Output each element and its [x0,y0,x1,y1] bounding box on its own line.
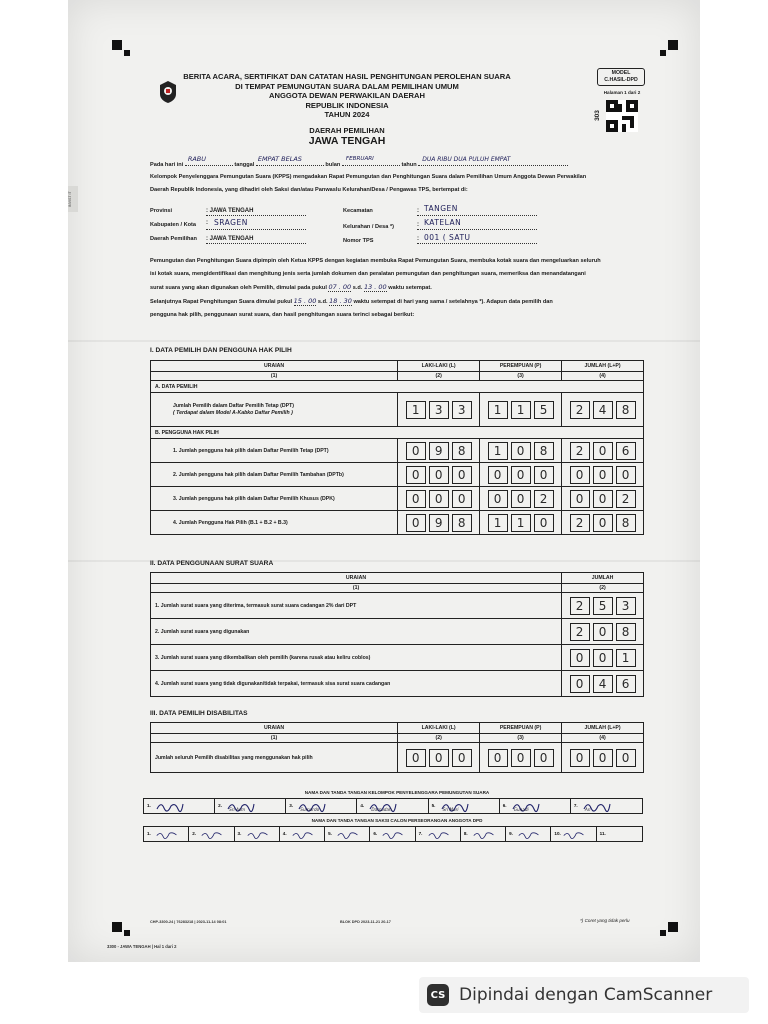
section-b-title: B. PENGGUNA HAK PILIH [151,427,644,439]
digit-box[interactable]: 8 [452,514,472,532]
digit-boxes [562,442,643,460]
tps-value: 001 ( SATU [424,233,471,242]
digit-box[interactable]: 8 [616,401,636,419]
signature-name: Darsudah [371,807,392,812]
digit-box[interactable]: 0 [570,749,590,767]
signature-cell[interactable] [357,799,428,813]
signature-number: 8. [463,831,468,836]
signature-cell[interactable] [416,827,461,841]
digit-box[interactable]: 2 [570,623,590,641]
digit-box[interactable]: 6 [616,675,636,693]
signature-number: 1. [147,831,151,836]
table-row: 4. Jumlah Pengguna Hak Pilih (B.1 + B.2 + B.3) 0 9 8 1 1 0 2 0 8 [151,511,644,535]
digit-box[interactable]: 2 [570,597,590,615]
signature-cell[interactable] [189,827,234,841]
provinsi-value: : JAWA TENGAH [206,208,254,214]
digit-box[interactable]: 1 [488,514,508,532]
signature-scribble-icon [156,800,184,813]
handwritten-day: RABU [187,155,207,163]
signature-cell[interactable] [551,827,596,841]
digit-box[interactable]: 0 [511,490,531,508]
digit-box[interactable]: 0 [593,442,613,460]
registration-mark [668,922,678,932]
signature-cell[interactable] [144,827,189,841]
digit-box[interactable]: 0 [593,749,613,767]
signature-scribble-icon [382,828,404,841]
signature-name: Sri Mari [442,807,459,812]
qr-code-icon [606,100,638,132]
signature-number: 3. [289,803,294,808]
handwritten-date: EMPAT BELAS [257,155,302,163]
dapil-value: : JAWA TENGAH [206,236,254,242]
kecamatan-label: Kecamatan [343,208,373,214]
digit-box[interactable]: 2 [570,514,590,532]
digit-boxes [562,466,643,484]
digit-box[interactable]: 0 [429,490,449,508]
digit-box[interactable]: 0 [488,466,508,484]
signature-scribble-icon [292,828,314,841]
tps-label: Nomor TPS [343,238,374,244]
digit-box[interactable]: 0 [593,490,613,508]
table-row: 2. Jumlah surat suara yang digunakan 2 0 8 [151,619,644,645]
digit-box[interactable]: 3 [452,401,472,419]
digit-box[interactable]: 3 [616,597,636,615]
signature-number: 6. [373,831,378,836]
digit-box[interactable]: 0 [406,466,426,484]
digit-box[interactable]: 8 [452,442,472,460]
signature-cell[interactable] [325,827,370,841]
footer-block-code: BLOK DPD 2023-11-21 20-17 [340,920,391,924]
signature-cell[interactable] [144,799,215,813]
section-1-title: I. DATA PEMILIH DAN PENGGUNA HAK PILIH [150,347,292,354]
handwritten-end-time: 13 . 00 [363,283,387,291]
kabupaten-value: SRAGEN [214,218,248,227]
camscanner-watermark [419,977,749,1013]
camscanner-logo-icon: CS [427,984,449,1006]
signature-scribble-icon [156,828,178,841]
digit-box[interactable]: 0 [488,490,508,508]
digit-box[interactable]: 5 [593,597,613,615]
camscanner-text: Dipindai dengan CamScanner [459,985,713,1005]
document-title: BERITA ACARA, SERTIFIKAT DAN CATATAN HASIL PENGHITUNGAN PEROLEHAN SUARA DI TEMPAT PEMUNGUTAN SUARA DALAM PEMILIHAN UMUM ANGGOTA DEWAN PERWAKILAN DAERAH REPUBLIK INDONESIA TAHUN 2024 [183,72,511,120]
signature-number: 2. [218,803,222,808]
digit-box[interactable]: 0 [534,749,554,767]
provinsi-label: Provinsi [150,208,173,214]
signature-number: 5. [431,803,436,808]
section-1-table: URAIAN LAKI-LAKI (L) PEREMPUAN (P) JUMLAH (L+P) (1) (2) (3) (4) A. DATA PEMILIH Jumlah Pemilih dalam Daftar Pemilih Tetap (DPT) ( Terdapat dalam Model A-Kabko Daftar Pemilih ) 1 3 3 1 1 5 2 4 8 B. PENGGUNA HAK PILIH 1. Jumlah pengguna hak pilih dalam Daftar Pemilih Tetap (DPT) 0 9 8 1 0 8 2 0 6 2. Jumlah pengguna hak pilih dalam Daftar Pemilih Tambahan (DPTb) 0 0 0 0 0 0 0 0 0 3. Jumlah pengguna hak pilih dalam Daftar Pemilih Khusus (DPK) 0 0 0 0 0 2 0 0 2 4. Jumlah Pengguna Hak Pilih (B.1 + B.2 + B.3) 0 9 8 1 1 0 2 0 8 [150,360,644,535]
digit-box[interactable]: 0 [406,749,426,767]
digit-box[interactable]: 1 [511,401,531,419]
digit-box[interactable]: 0 [593,514,613,532]
table-row: 4. Jumlah surat suara yang tidak digunakan/tidak terpakai, termasuk sisa surat suara cadangan 0 4 6 [151,671,644,697]
digit-boxes [398,401,479,419]
digit-box[interactable]: 0 [593,466,613,484]
signature-cell[interactable] [571,799,642,813]
signature-scribble-icon [518,828,540,841]
digit-boxes [480,466,561,484]
digit-box[interactable]: 0 [429,466,449,484]
digit-box[interactable]: 0 [452,749,472,767]
table-row: 2. Jumlah pengguna hak pilih dalam Daftar Pemilih Tambahan (DPTb) 0 0 0 0 0 0 0 0 0 [151,463,644,487]
opening-paragraph: Kelompok Penyelenggara Pemungutan Suara (KPPS) mengadakan Rapat Pemungutan dan Penghitungan Suara dalam Pemilihan Umum Anggota Dewan Perwakilan Daerah Republik Indonesia, yang dihadiri oleh Saksi dan/atau Panwaslu Kelurahan/Desa / Pengawas TPS, bertempat di: [150,174,587,193]
digit-box[interactable]: 0 [429,749,449,767]
paper-fold [68,340,700,342]
digit-boxes [562,597,643,615]
signature-number: 9. [509,831,513,836]
signature-cell[interactable] [286,799,357,813]
table-row: 3. Jumlah surat suara yang dikembalikan oleh pemilih (karena rusak atau keliru coblos) 0 0 1 [151,645,644,671]
handwritten-start-time: 07 . 00 [328,283,352,291]
digit-boxes [562,401,643,419]
digit-boxes [562,490,643,508]
digit-box[interactable]: 0 [593,623,613,641]
handwritten-month: FEBRUARI [345,156,374,162]
form-code: 303 [593,110,601,121]
signature-number: 2. [192,831,197,836]
table-row: Jumlah seluruh Pemilih disabilitas yang menggunakan hak pilih 0 0 0 0 0 0 0 0 0 [151,743,644,773]
handwritten-year: DUA RIBU DUA PULUH EMPAT [422,156,511,163]
digit-box[interactable]: 2 [570,442,590,460]
signature-scribble-icon [337,828,359,841]
kelurahan-label: Kelurahan / Desa *) [343,224,394,230]
digit-box[interactable]: 0 [406,514,426,532]
digit-boxes [398,749,479,767]
digit-boxes [398,490,479,508]
kelurahan-value: KATELAN [424,218,462,227]
digit-box[interactable]: 9 [429,514,449,532]
saksi-signature-heading: NAMA DAN TANDA TANGAN SAKSI CALON PERSEORANGAN ANGGOTA DPD [311,818,483,823]
dapil-label: Daerah Pemilihan [150,236,197,242]
digit-box[interactable]: 9 [429,442,449,460]
signature-number: 3. [237,831,242,836]
digit-box[interactable]: 8 [534,442,554,460]
signature-name: Sri Asm [229,807,246,812]
digit-boxes [480,514,561,532]
digit-box[interactable]: 0 [570,675,590,693]
registration-mark [124,50,130,56]
digit-box[interactable]: 1 [511,514,531,532]
section-3-table: URAIAN LAKI-LAKI (L) PEREMPUAN (P) JUMLAH (L+P) (1) (2) (3) (4) Jumlah seluruh Pemilih disabilitas yang menggunakan hak pilih 0 0 0 0 0 0 0 0 0 [150,722,644,773]
registration-mark [112,922,122,932]
digit-box[interactable]: 0 [511,442,531,460]
page-indicator: Halaman 1 dari 2 [603,90,641,95]
signature-cell[interactable] [429,799,500,813]
signature-number: 6. [502,803,507,808]
region-heading: DAERAH PEMILIHAN JAWA TENGAH [308,126,386,147]
kabupaten-label: Kabupaten / Kota [150,222,196,228]
table-row: 3. Jumlah pengguna hak pilih dalam Daftar Pemilih Khusus (DPK) 0 0 0 0 0 2 0 0 2 [151,487,644,511]
signature-scribble-icon [247,828,269,841]
digit-box[interactable]: 8 [616,514,636,532]
section-a-title: A. DATA PEMILIH [151,381,644,393]
kecamatan-value: TANGEN [424,204,458,213]
footer-code: CHP-3300-24 | 76283218 | 2023-11-14 08:01 [150,920,227,924]
signature-name: Ari [584,807,591,812]
section-2-table: URAIAN JUMLAH (1) (2) 1. Jumlah surat suara yang diterima, termasuk surat suara cadangan 2% dari DPT 2 5 3 2. Jumlah surat suara yang digunakan 2 0 8 3. Jumlah surat suara yang dikembalikan oleh pemilih (karena rusak atau keliru coblos) 0 0 1 4. Jumlah surat suara yang tidak digunakan/tidak terpakai, termasuk sisa surat suara cadangan 0 4 6 [150,572,644,697]
digit-box[interactable]: 0 [406,490,426,508]
digit-box[interactable]: 3 [429,401,449,419]
signature-cell[interactable] [215,799,286,813]
digit-box[interactable]: 2 [616,490,636,508]
digit-boxes [398,514,479,532]
digit-box[interactable]: 0 [534,514,554,532]
table-row: 1. Jumlah pengguna hak pilih dalam Daftar Pemilih Tetap (DPT) 0 9 8 1 0 8 2 0 6 [151,439,644,463]
digit-boxes [480,490,561,508]
registration-mark [124,930,130,936]
digit-box[interactable]: 5 [534,401,554,419]
signature-cell[interactable] [235,827,280,841]
signature-number: 7. [418,831,423,836]
digit-box[interactable]: 0 [534,466,554,484]
registration-mark [112,40,122,50]
digit-box[interactable]: 0 [511,749,531,767]
signature-cell[interactable] [500,799,571,813]
side-tab: INVIST IT [68,186,78,212]
footer-note: *) Coret yang tidak perlu [580,918,630,923]
digit-box[interactable]: 0 [616,466,636,484]
section-2-title: II. DATA PENGGUNAAN SURAT SUARA [150,560,274,567]
digit-box[interactable]: 1 [406,401,426,419]
signature-number: 10. [554,831,561,836]
handwritten-count-end: 18 . 30 [329,297,352,305]
digit-box[interactable]: 4 [593,675,613,693]
signature-cell[interactable] [461,827,506,841]
handwritten-count-start: 15 . 00 [293,297,317,305]
signature-cell[interactable] [280,827,325,841]
digit-boxes [562,675,643,693]
signature-number: 7. [573,803,578,808]
digit-boxes [480,401,561,419]
opening-line: Pada hari ini RABU tanggal EMPAT BELAS bulan FEBRUARI tahun DUA RIBU DUA PULUH EMPAT [150,160,650,169]
registration-mark [660,50,666,56]
signature-number: 5. [328,831,332,836]
digit-box[interactable]: 0 [570,490,590,508]
digit-boxes [562,623,643,641]
digit-box[interactable]: 2 [570,401,590,419]
signature-name: Sumardo [300,807,320,812]
signature-scribble-icon [201,828,223,841]
digit-box[interactable]: 8 [616,623,636,641]
digit-box[interactable]: 0 [616,749,636,767]
saksi-signature-row [143,826,643,842]
digit-boxes [398,466,479,484]
digit-boxes [480,442,561,460]
registration-mark [660,930,666,936]
digit-box[interactable]: 0 [406,442,426,460]
kpps-signature-heading: NAMA DAN TANDA TANGAN KELOMPOK PENYELENGGARA PEMUNGUTAN SUARA [304,790,490,795]
model-badge: MODEL C.HASIL-DPD [597,68,645,86]
table-row: 1. Jumlah surat suara yang diterima, termasuk surat suara cadangan 2% dari DPT 2 5 3 [151,593,644,619]
signature-cell[interactable] [370,827,415,841]
digit-boxes [398,442,479,460]
signature-scribble-icon [473,828,495,841]
digit-box[interactable]: 0 [488,749,508,767]
digit-boxes [562,649,643,667]
table-row: Jumlah Pemilih dalam Daftar Pemilih Tetap (DPT) ( Terdapat dalam Model A-Kabko Daftar Pemilih ) 1 3 3 1 1 5 2 4 8 [151,393,644,427]
digit-box[interactable]: 0 [452,490,472,508]
procedure-paragraph: Pemungutan dan Penghitungan Suara dipimpin oleh Ketua KPPS dengan kegiatan membuka Rapat Pemungutan Suara, membuka kotak suara dan mengeluarkan seluruh isi kotak suara, mengidentifikasi dan menghitung jenis serta jumlah dokumen dan peralatan pemungutan dan penghitungan suara, memeriksa dan menandatangani surat suara yang akan digunakan oleh Pemilih, dimulai pada pukul 07 . 00 s.d. 13 . 00 waktu setempat. Selanjutnya Rapat Penghitungan Suara dimulai pukul 15 . 00 s.d. 18 . 30 waktu setempat di hari yang sama / setelahnya *). Adapun data pemilih dan pengguna hak pilih, penggunaan surat suara, dan hasil penghitungan suara terinci sebagai berikut: [150,258,601,318]
signature-scribble-icon [428,828,450,841]
signature-number: 4. [360,803,365,808]
registration-mark [668,40,678,50]
digit-box[interactable]: 1 [488,442,508,460]
signature-number: 11. [599,831,606,836]
digit-box[interactable]: 0 [570,649,590,667]
signature-number: 1. [147,803,151,808]
digit-box[interactable]: 1 [488,401,508,419]
digit-box[interactable]: 0 [593,649,613,667]
signature-name: Gunadi [513,807,529,812]
section-3-title: III. DATA PEMILIH DISABILITAS [150,710,248,717]
digit-boxes [562,514,643,532]
digit-box[interactable]: 4 [593,401,613,419]
digit-box[interactable]: 1 [616,649,636,667]
signature-scribble-icon [563,828,585,841]
kpps-signature-row [143,798,643,814]
footer-page: 3300 - JAWA TENGAH | Hal 1 dari 2 [107,944,177,949]
digit-box[interactable]: 2 [534,490,554,508]
digit-box[interactable]: 6 [616,442,636,460]
signature-cell[interactable] [597,827,642,841]
signature-number: 4. [282,831,287,836]
digit-boxes [480,749,561,767]
digit-box[interactable]: 0 [452,466,472,484]
signature-cell[interactable] [506,827,551,841]
digit-box[interactable]: 0 [511,466,531,484]
digit-boxes [562,749,643,767]
digit-box[interactable]: 0 [570,466,590,484]
